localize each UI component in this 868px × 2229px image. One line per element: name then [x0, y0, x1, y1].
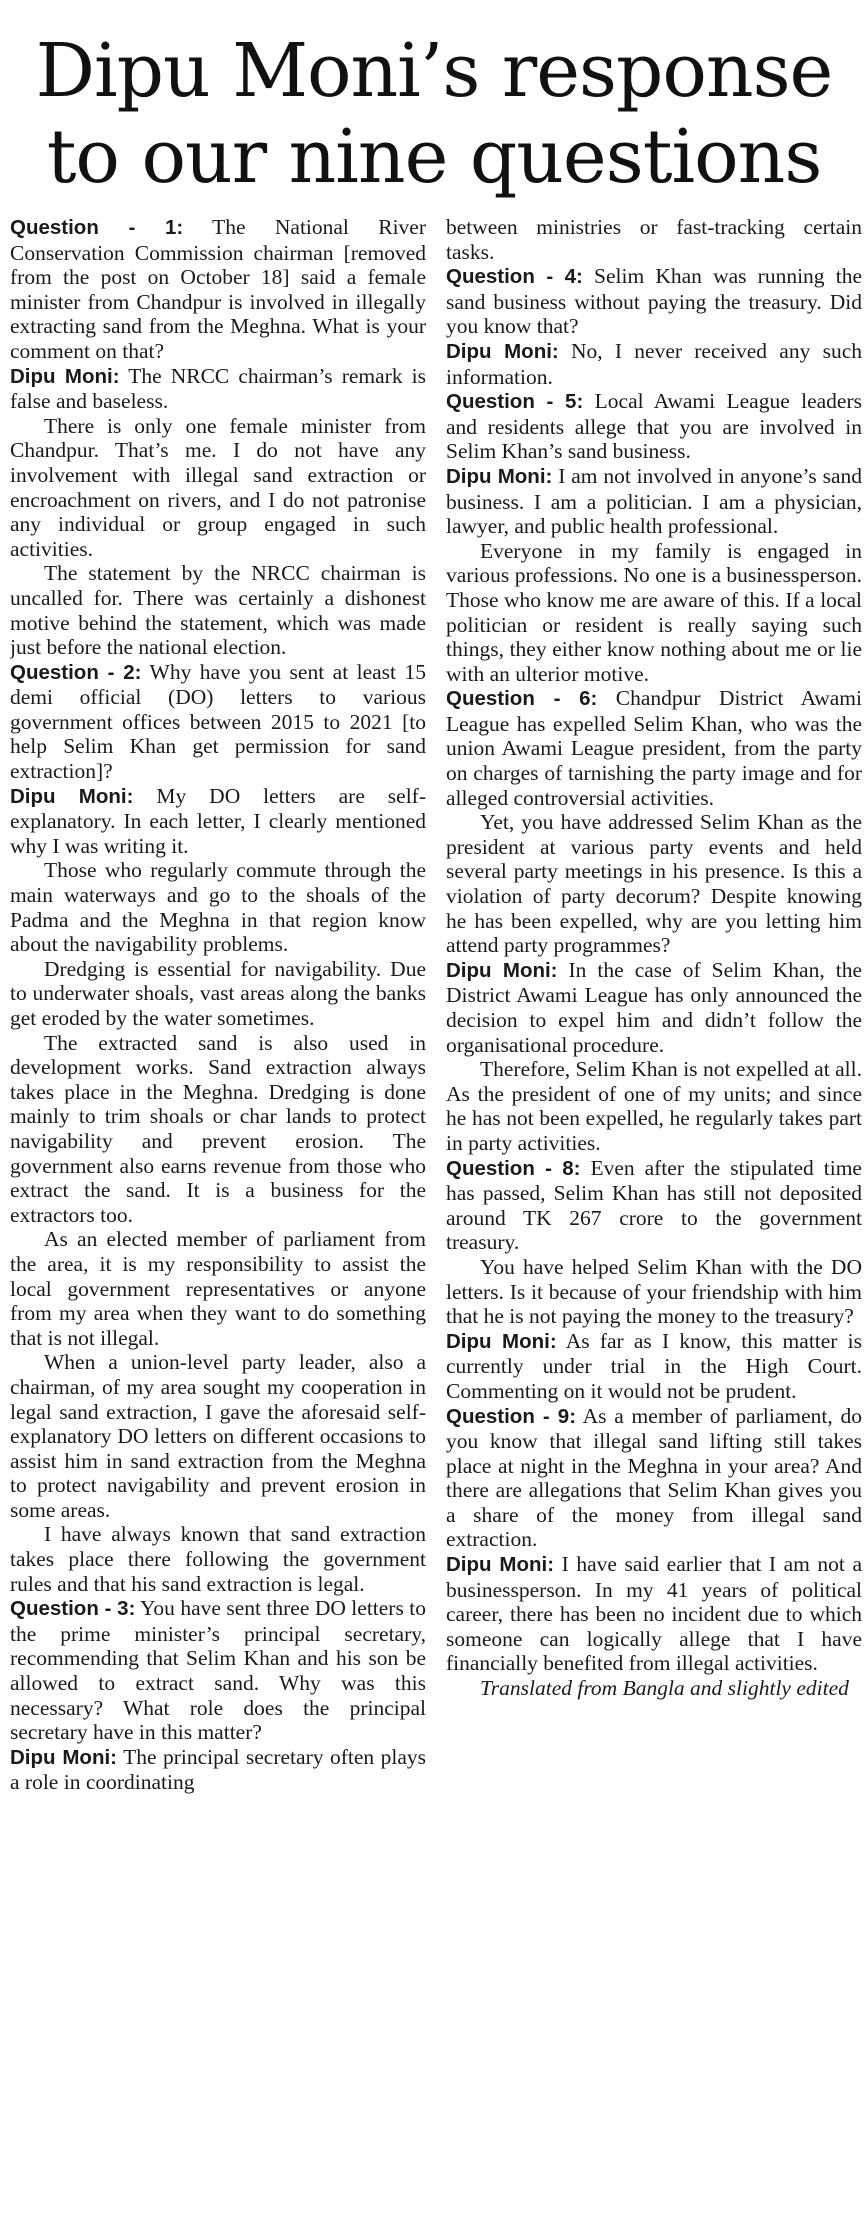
body-paragraph — [10, 1350, 426, 1522]
paragraph-text: You have sent three DO letters to the prime minister’s principal secretary, recommending that Selim Khan and his son be allowed to extract sand. Why was this necessary? What role does the principal secretary have in this matter? — [10, 1596, 426, 1745]
paragraph-text: The extracted sand is also used in development works. Sand extraction always takes place in the Meghna. Dredging is done mainly to trim shoals or char lands to protect navigability and prevent erosion. The government also earns revenue from those who extract the sand. It is a business for the extractors too. — [10, 1030, 426, 1227]
qa-paragraph — [446, 464, 862, 539]
qa-paragraph — [446, 264, 862, 339]
qa-paragraph — [10, 215, 426, 364]
qa-paragraph — [10, 1596, 426, 1745]
paragraph-text: The NRCC chairman’s remark is false and baseless. — [10, 363, 426, 414]
paragraph-text: The National River Conservation Commission chairman [removed from the post on October 18] said a female minister from Chandpur is involved in illegally extracting sand from the Meghna. What is your comment on that? — [10, 215, 426, 363]
qa-paragraph — [10, 1745, 426, 1795]
paragraph-text: Selim Khan was running the sand business without paying the treasury. Did you know that? — [446, 264, 862, 339]
answer-label: Dipu Moni: — [10, 364, 120, 388]
paragraph-text: Even after the stipulated time has passed, Selim Khan has still not deposited around TK 267 crore to the government treasury. — [446, 1155, 862, 1255]
body-paragraph — [10, 561, 426, 659]
answer-label: Dipu Moni: — [446, 1329, 557, 1353]
paragraph-text: Yet, you have addressed Selim Khan as the president at various party events and held several party meetings in his presence. Is this a violation of party decorum? Despite knowing he has been expelled, why are you letting him attend party programmes? — [446, 810, 862, 958]
question-label: Question - 5: — [446, 390, 584, 414]
answer-label: Dipu Moni: — [446, 1553, 555, 1577]
answer-label: Dipu Moni: — [446, 339, 559, 363]
paragraph-text: I have said earlier that I am not a businessperson. In my 41 years of political career, there has been no incident due to which someone can logically allege that I have financially benefited from illegal activities. — [446, 1552, 862, 1676]
body-paragraph — [446, 215, 862, 264]
headline: Dipu Moni’s response to our nine questions — [35, 28, 833, 200]
paragraph-text: When a union-level party leader, also a chairman, of my area sought my cooperation in legal sand extraction, I gave the aforesaid self-explanatory DO letters on different occasions to assist him in sand extraction from the Meghna to protect navigability and prevent erosion in some areas. — [10, 1350, 426, 1522]
paragraph-text: The statement by the NRCC chairman is uncalled for. There was certainly a dishonest motive behind the statement, which was made just before the national election. — [10, 561, 426, 660]
paragraph-text: You have helped Selim Khan with the DO letters. Is it because of your friendship with him that he is not paying the money to the treasury? — [446, 1254, 862, 1329]
question-label: Question - 3: — [10, 1597, 136, 1621]
body-paragraph — [446, 1057, 862, 1155]
paragraph-text: As an elected member of parliament from the area, it is my responsibility to assist the local government representatives or anyone from my area when they want to do something that is not illegal. — [10, 1227, 426, 1350]
paragraph-text: Those who regularly commute through the main waterways and go to the shoals of the Padma and the Meghna in that region know about the navigability problems. — [10, 858, 426, 957]
question-label: Question - 2: — [10, 660, 142, 684]
qa-paragraph — [446, 339, 862, 389]
paragraph-text: As a member of parliament, do you know that illegal sand lifting still takes place at night in the Meghna in your area? And there are allegations that Selim Khan gives you a share of the money from illegal sand extraction. — [446, 1403, 862, 1552]
paragraph-text: In the case of Selim Khan, the District Awami League has only announced the decision to expel him and didn’t follow the organisational procedure. — [446, 957, 862, 1057]
paragraph-text: I have always known that sand extraction takes place there following the government rules and that his sand extraction is legal. — [10, 1522, 426, 1596]
paragraph-text: Chandpur District Awami League has expelled Selim Khan, who was the union Awami League president, from the party on charges of tarnishing the party image and for alleged controversial activities. — [446, 686, 862, 810]
question-label: Question - 4: — [446, 265, 583, 289]
paragraph-text: My DO letters are self-explanatory. In each letter, I clearly mentioned why I was writing it. — [10, 783, 426, 858]
body-paragraph — [10, 1522, 426, 1596]
paragraph-text: Why have you sent at least 15 demi official (DO) letters to various government offices between 2015 to 2021 [to help Selim Khan get permission for sand extraction]? — [10, 659, 426, 784]
qa-paragraph — [446, 1404, 862, 1553]
body-paragraph — [10, 414, 426, 562]
qa-paragraph — [10, 660, 426, 784]
body-paragraph — [10, 858, 426, 956]
answer-label: Dipu Moni: — [10, 784, 134, 808]
answer-label: Dipu Moni: — [446, 464, 553, 488]
qa-paragraph — [446, 389, 862, 464]
answer-label: Dipu Moni: — [10, 1745, 117, 1769]
paragraph-text: Everyone in my family is engaged in various professions. No one is a businessperson. Those who know me are aware of this. If a local politician or resident is really saying such things, they either know nothing about me or lie with an ulterior motive. — [446, 538, 862, 686]
body-paragraph — [446, 539, 862, 687]
paragraph-text: Local Awami League leaders and residents allege that you are involved in Selim Khan’s sand business. — [446, 389, 862, 464]
qa-paragraph — [446, 686, 862, 810]
qa-paragraph — [446, 1156, 862, 1255]
qa-paragraph — [10, 784, 426, 859]
question-label: Question - 8: — [446, 1156, 581, 1180]
column-right — [446, 215, 862, 2225]
paragraph-text: There is only one female minister from Chandpur. That’s me. I do not have any involvement with illegal sand extraction or encroachment on rivers, and I do not patronise any individual or group engaged in such activities. — [10, 413, 426, 561]
qa-paragraph — [10, 364, 426, 414]
column-left — [10, 215, 426, 2225]
qa-paragraph — [446, 1329, 862, 1404]
paragraph-text: I am not involved in anyone’s sand business. I am a politician. I am a physician, lawyer, and public health professional. — [446, 463, 862, 539]
article-body — [10, 215, 862, 2225]
body-paragraph — [446, 810, 862, 958]
body-paragraph — [10, 1031, 426, 1228]
body-paragraph — [446, 1255, 862, 1329]
paragraph-text: Dredging is essential for navigability. Due to underwater shoals, vast areas along the banks get eroded by the water sometimes. — [10, 956, 426, 1030]
paragraph-text: between ministries or fast-tracking certain tasks. — [446, 215, 862, 264]
body-paragraph — [10, 957, 426, 1031]
qa-paragraph — [446, 958, 862, 1057]
question-label: Question - 1: — [10, 216, 184, 239]
qa-paragraph — [446, 1552, 862, 1676]
body-paragraph — [10, 1227, 426, 1350]
paragraph-text: Therefore, Selim Khan is not expelled at all. As the president of one of my units; and since he has not been expelled, he regularly takes part in party activities. — [446, 1057, 862, 1155]
question-label: Question - 9: — [446, 1404, 577, 1428]
paragraph-text: No, I never received any such information. — [446, 338, 862, 389]
answer-label: Dipu Moni: — [446, 958, 558, 982]
paragraph-text: As far as I know, this matter is currently under trial in the High Court. Commenting on it would not be prudent. — [446, 1328, 862, 1403]
translation-credit: Translated from Bangla and slightly edited — [480, 1676, 849, 1701]
paragraph-text: The principal secretary often plays a role in coordinating — [10, 1744, 426, 1795]
question-label: Question - 6: — [446, 687, 598, 711]
